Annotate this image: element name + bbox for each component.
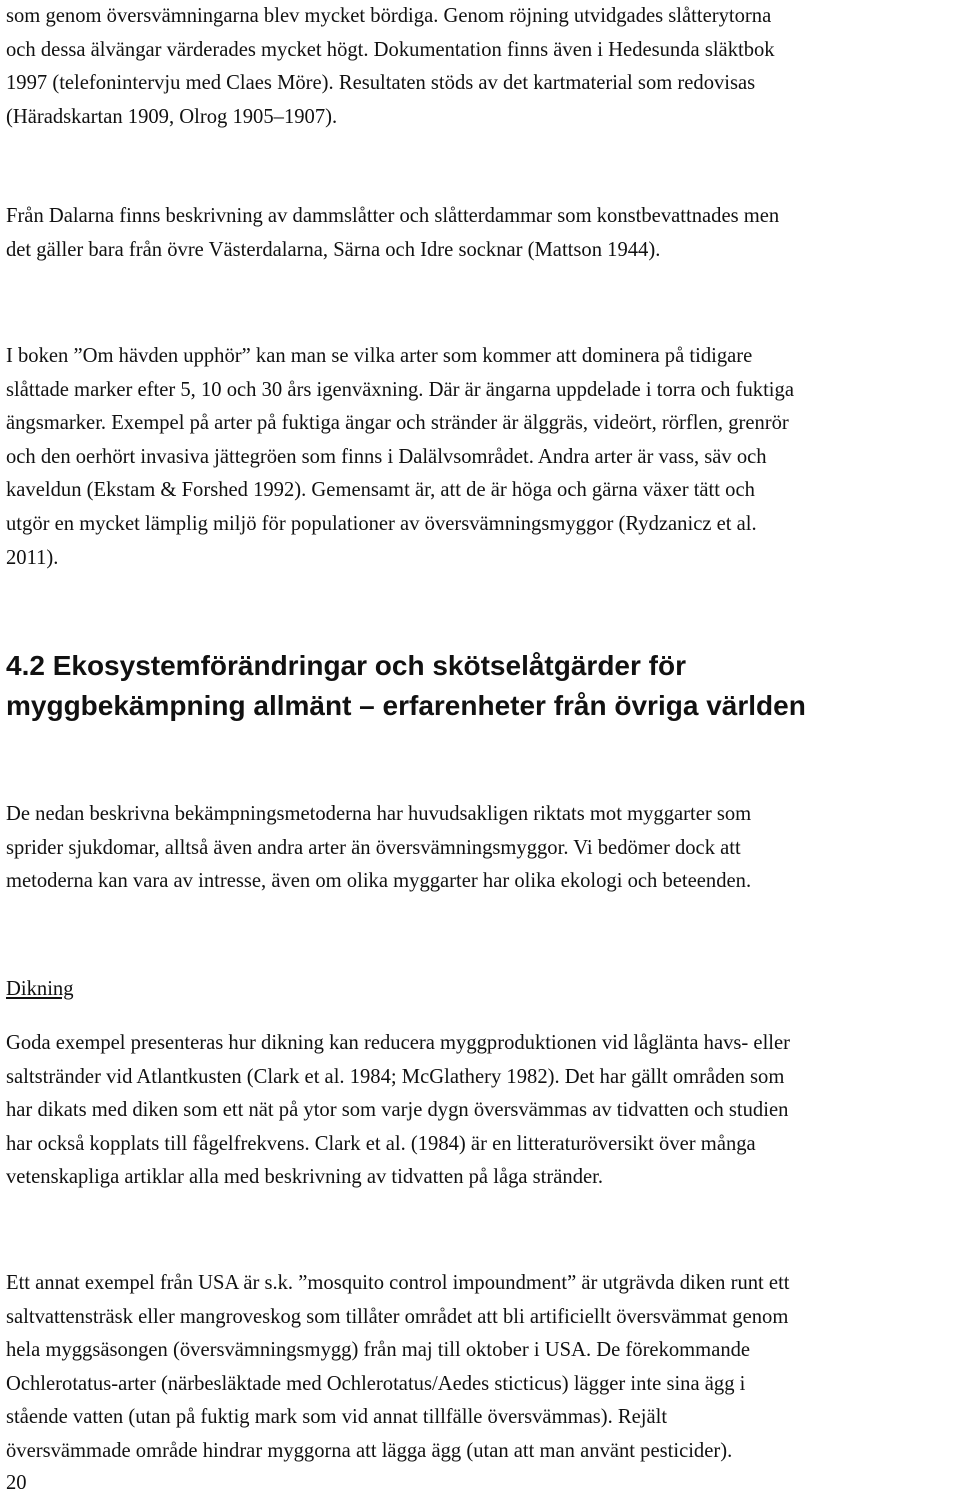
text-line: metoderna kan vara av intresse, även om olika myggarter har olika ekologi och beteenden.: [6, 870, 752, 893]
paragraph-usa-impoundment: [6, 1267, 958, 1469]
text-line: Ett annat exempel från USA är s.k. ”mosquito control impoundment” är utgrävda diken runt ett: [6, 1272, 790, 1294]
heading-line: myggbekämpning allmänt – erfarenheter från övriga världen: [6, 690, 806, 721]
text-line: saltstränder vid Atlantkusten (Clark et al. 1984; McGlathery 1982). Det har gällt områden som: [6, 1065, 785, 1088]
text-line: utgör en mycket lämplig miljö för populationer av översvämningsmyggor (Rydzanicz et al.: [6, 512, 757, 535]
text-line: hela myggsäsongen (översvämningsmygg) från maj till oktober i USA. De förekommande: [6, 1339, 751, 1362]
text-line: har också kopplats till fågelfrekvens. Clark et al. (1984) är en litteraturöversikt över många: [6, 1132, 756, 1155]
text-line: och dessa älvängar värderades mycket högt. Dokumentation finns även i Hedesunda släktbok: [6, 38, 775, 61]
text-line: Från Dalarna finns beskrivning av dammslåtter och slåtterdammar som konstbevattnades men: [6, 205, 780, 227]
text-line: saltvattensträsk eller mangroveskog som tillåter området att bli artificiellt översvämmat genom: [6, 1305, 789, 1328]
paragraph-om-havden-upphor: [6, 340, 958, 575]
paragraph-dalarna: [6, 200, 958, 267]
paragraph-flood-meadows: [6, 0, 958, 134]
text-line: och den oerhört invasiva jättegröen som finns i Dalälvsområdet. Andra arter är vass, säv och: [6, 445, 767, 468]
text-line: slåttade marker efter 5, 10 och 30 års igenväxning. Där är ängarna uppdelade i torra och fuktiga: [6, 378, 794, 401]
text-line: översvämmade område hindrar myggorna att lägga ägg (utan att man använt pesticider).: [6, 1439, 733, 1462]
text-line: som genom översvämningarna blev mycket bördiga. Genom röjning utvidgades slåtterytorna: [6, 5, 772, 27]
page-number: 20: [6, 1472, 27, 1494]
text-line: det gäller bara från övre Västerdalarna, Särna och Idre socknar (Mattson 1944).: [6, 238, 661, 261]
text-line: kaveldun (Ekstam & Forshed 1992). Gemensamt är, att de är höga och gärna växer tätt och: [6, 479, 755, 502]
text-line: har dikats med diken som ett nät på ytor som varje dygn översvämmas av tidvatten och studien: [6, 1099, 789, 1122]
text-line: sprider sjukdomar, alltså även andra arter än översvämningsmyggor. Vi bedömer dock att: [6, 836, 741, 859]
section-heading: [6, 646, 958, 726]
text-line: ängsmarker. Exempel på arter på fuktiga ängar och stränder är älggräs, videört, rörflen, grenrör: [6, 412, 789, 435]
heading-line: 4.2 Ekosystemförändringar och skötselåtgärder för: [6, 650, 686, 681]
text-line: (Häradskartan 1909, Olrog 1905–1907).: [6, 105, 338, 128]
text-line: I boken ”Om hävden upphör” kan man se vilka arter som kommer att dominera på tidigare: [6, 345, 753, 367]
paragraph-methods-intro: [6, 798, 958, 899]
text-line: Goda exempel presenteras hur dikning kan reducera myggproduktionen vid låglänta havs- eller: [6, 1032, 791, 1054]
text-line: De nedan beskrivna bekämpningsmetoderna har huvudsakligen riktats mot myggarter som: [6, 803, 752, 825]
subheading-dikning: Dikning: [6, 978, 74, 1000]
text-line: stående vatten (utan på fuktig mark som vid annat tillfälle översvämmas). Rejält: [6, 1406, 668, 1429]
text-line: 2011).: [6, 546, 59, 569]
paragraph-dikning: [6, 1027, 958, 1195]
text-line: vetenskapliga artiklar alla med beskrivning av tidvatten på låga stränder.: [6, 1166, 604, 1189]
text-line: Ochlerotatus-arter (närbesläktade med Ochlerotatus/Aedes sticticus) lägger inte sina ägg i: [6, 1372, 746, 1395]
text-line: 1997 (telefonintervju med Claes Möre). Resultaten stöds av det kartmaterial som redovisas: [6, 72, 756, 95]
